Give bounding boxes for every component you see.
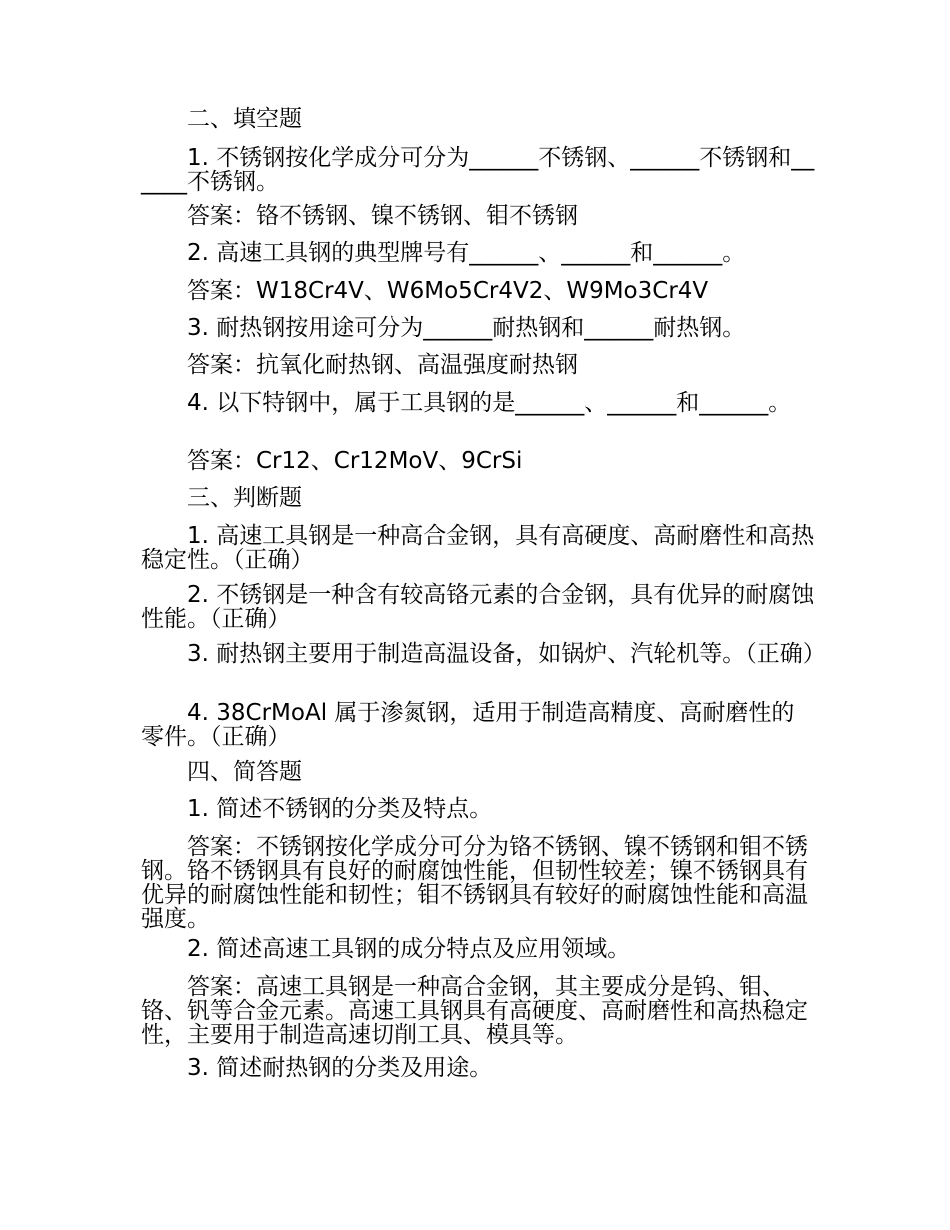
section-heading-true-false: 三、判断题 <box>187 485 302 511</box>
statement-tf-2: 2. 不锈钢是一种含有较高铬元素的合金钢，具有优异的耐腐蚀性能。（正确） <box>141 582 815 632</box>
answer-short-2: 答案：高速工具钢是一种高合金钢，其主要成分是钨、钼、铬、钒等合金元素。高速工具钢具有高硬度、高耐磨性和高热稳定性，主要用于制造高速切削工具、模具等。 <box>141 974 808 1048</box>
question-short-3: 3. 简述耐热钢的分类及用途。 <box>187 1055 493 1081</box>
answer-fill-3: 答案：抗氧化耐热钢、高温强度耐热钢 <box>187 352 578 378</box>
section-heading-fill-in: 二、填空题 <box>187 106 302 132</box>
question-short-2: 2. 简述高速工具钢的成分特点及应用领域。 <box>187 936 631 962</box>
question-fill-4: 4. 以下特钢中，属于工具钢的是______、______和______。 <box>187 390 792 416</box>
statement-tf-4: 4. 38CrMoAl 属于渗氮钢，适用于制造高精度、高耐磨性的零件。（正确） <box>141 700 795 750</box>
section-heading-short-answer: 四、简答题 <box>187 759 302 785</box>
answer-fill-2: 答案：W18Cr4V、W6Mo5Cr4V2、W9Mo3Cr4V <box>187 278 709 304</box>
answer-short-1: 答案：不锈钢按化学成分可分为铬不锈钢、镍不锈钢和钼不锈钢。铬不锈钢具有良好的耐腐蚀性能，但韧性较差；镍不锈钢具有优异的耐腐蚀性能和韧性；钼不锈钢具有较好的耐腐蚀性能和高温强度。 <box>141 834 808 932</box>
question-fill-1: 1. 不锈钢按化学成分可分为______不锈钢、______不锈钢和______不锈钢。 <box>141 145 815 195</box>
statement-tf-1: 1. 高速工具钢是一种高合金钢，具有高硬度、高耐磨性和高热稳定性。（正确） <box>141 523 815 573</box>
statement-tf-3: 3. 耐热钢主要用于制造高温设备，如锅炉、汽轮机等。（正确） <box>187 641 826 667</box>
question-fill-2: 2. 高速工具钢的典型牌号有______、______和______。 <box>187 240 746 266</box>
question-short-1: 1. 简述不锈钢的分类及特点。 <box>187 796 493 822</box>
question-fill-3: 3. 耐热钢按用途可分为______耐热钢和______耐热钢。 <box>187 315 746 341</box>
answer-fill-4: 答案：Cr12、Cr12MoV、9CrSi <box>187 448 523 474</box>
answer-fill-1: 答案：铬不锈钢、镍不锈钢、钼不锈钢 <box>187 203 578 229</box>
